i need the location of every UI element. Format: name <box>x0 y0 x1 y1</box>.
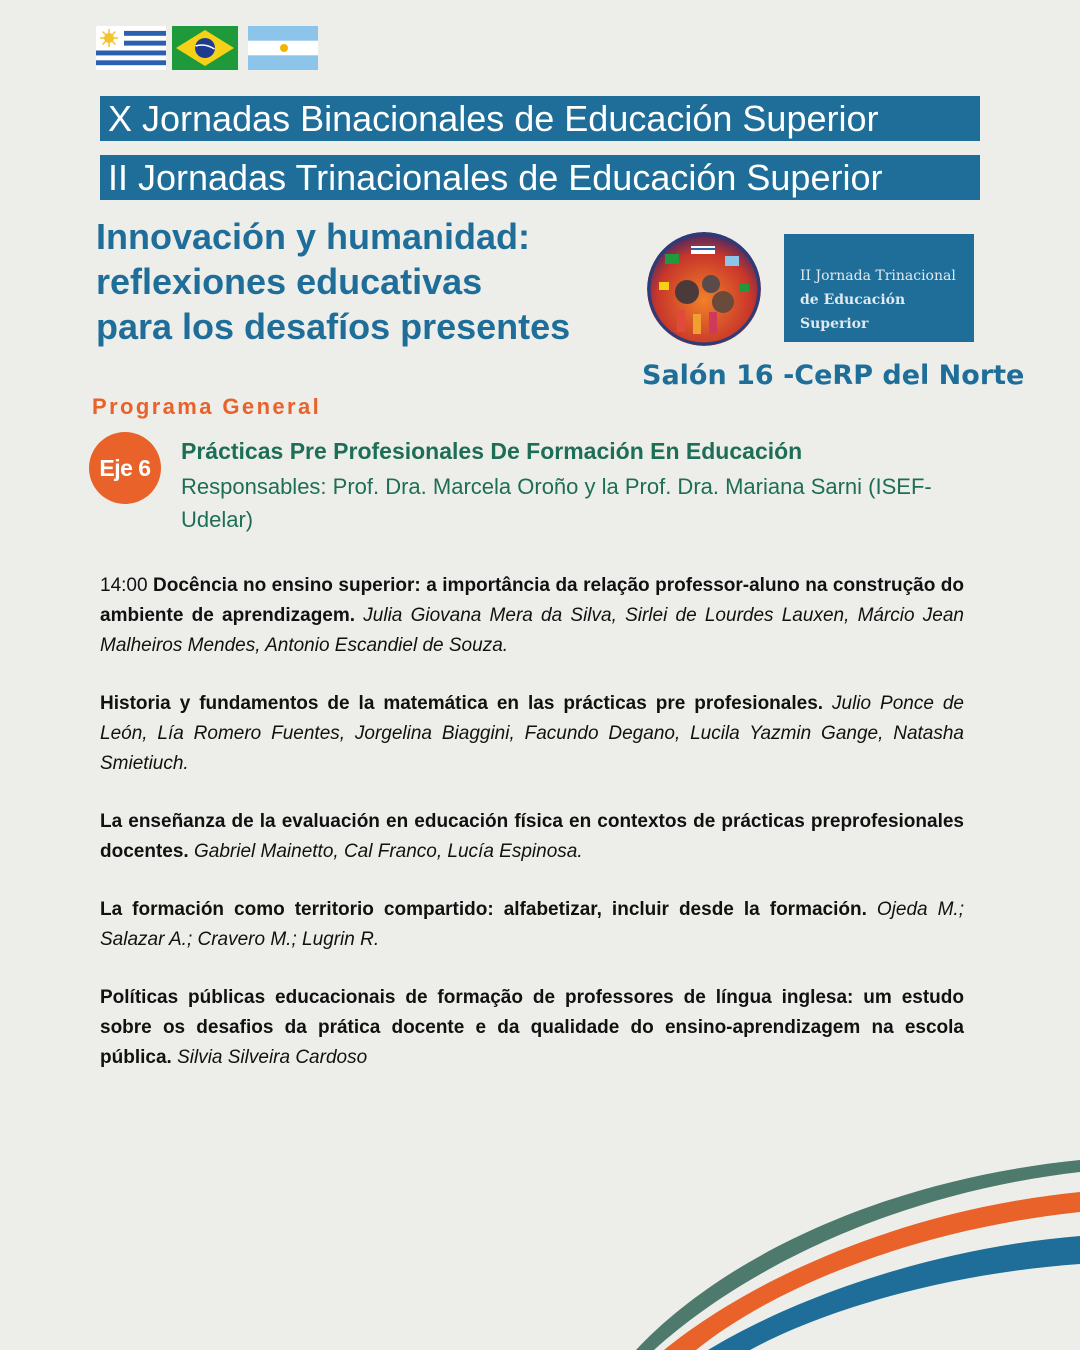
logo-text-line: II Jornada Trinacional <box>800 268 956 284</box>
session-item <box>100 689 964 779</box>
session-item <box>100 571 964 661</box>
axis-title: Prácticas Pre Profesionales De Formación En Educación <box>181 438 803 464</box>
decorative-swoosh <box>600 1140 1080 1350</box>
axis-badge: Eje 6 <box>89 432 161 504</box>
session-title: Políticas públicas educacionais de formação de professores de língua inglesa: um estudo sobre os desafios da prática docente e da qualidade do ensino-aprendizagem na escola pública. <box>100 987 964 1068</box>
tagline-line: Innovación y humanidad: <box>96 216 531 257</box>
program-label: Programa General <box>92 394 322 419</box>
session-title: Historia y fundamentos de la matemática en las prácticas pre profesionales. <box>100 693 824 714</box>
session-item <box>100 895 964 955</box>
session-time: 14:00 <box>100 575 148 596</box>
session-title: La enseñanza de la evaluación en educación física en contextos de prácticas preprofesionales docentes. <box>100 811 964 862</box>
axis-responsible: Responsables: Prof. Dra. Marcela Oroño y la Prof. Dra. Mariana Sarni (ISEF-Udelar) <box>181 474 932 532</box>
session-list <box>100 571 964 1101</box>
session-authors: Silvia Silveira Cardoso <box>177 1047 368 1068</box>
session-authors: Julia Giovana Mera da Silva, Sirlei de Lourdes Lauxen, Márcio Jean Malheiros Mendes, Antonio Escandiel de Souza. <box>100 605 964 656</box>
tagline-line: reflexiones educativas <box>96 261 483 302</box>
tagline-line: para los desafíos presentes <box>96 306 571 347</box>
session-authors: Ojeda M.; Salazar A.; Cravero M.; Lugrin R. <box>100 899 964 950</box>
session-authors: Gabriel Mainetto, Cal Franco, Lucía Espinosa. <box>193 841 583 862</box>
event-logo-banner <box>784 234 974 342</box>
uruguay-flag <box>96 26 166 70</box>
argentina-flag <box>248 26 318 70</box>
session-item <box>100 983 964 1073</box>
brazil-flag <box>172 26 242 70</box>
banner-binational: X Jornadas Binacionales de Educación Superior <box>100 96 980 141</box>
session-authors: Julio Ponce de León, Lía Romero Fuentes, Jorgelina Biaggini, Facundo Degano, Lucila Yazmin Gange, Natasha Smietiuch. <box>100 693 964 774</box>
logo-text-line: de Educación Superior <box>800 292 906 332</box>
session-title: Docência no ensino superior: a importância da relação professor-aluno na construção do ambiente de aprendizagem. <box>100 575 964 626</box>
session-item <box>100 807 964 867</box>
session-title: La formación como territorio compartido: alfabetizar, incluir desde la formación. <box>100 899 867 920</box>
room-location: Salón 16 -CeRP del Norte <box>642 360 1025 391</box>
event-tagline <box>96 214 636 349</box>
event-logo-circle <box>647 232 761 346</box>
flags-row <box>96 26 318 70</box>
banner-trinational: II Jornadas Trinacionales de Educación Superior <box>100 155 980 200</box>
